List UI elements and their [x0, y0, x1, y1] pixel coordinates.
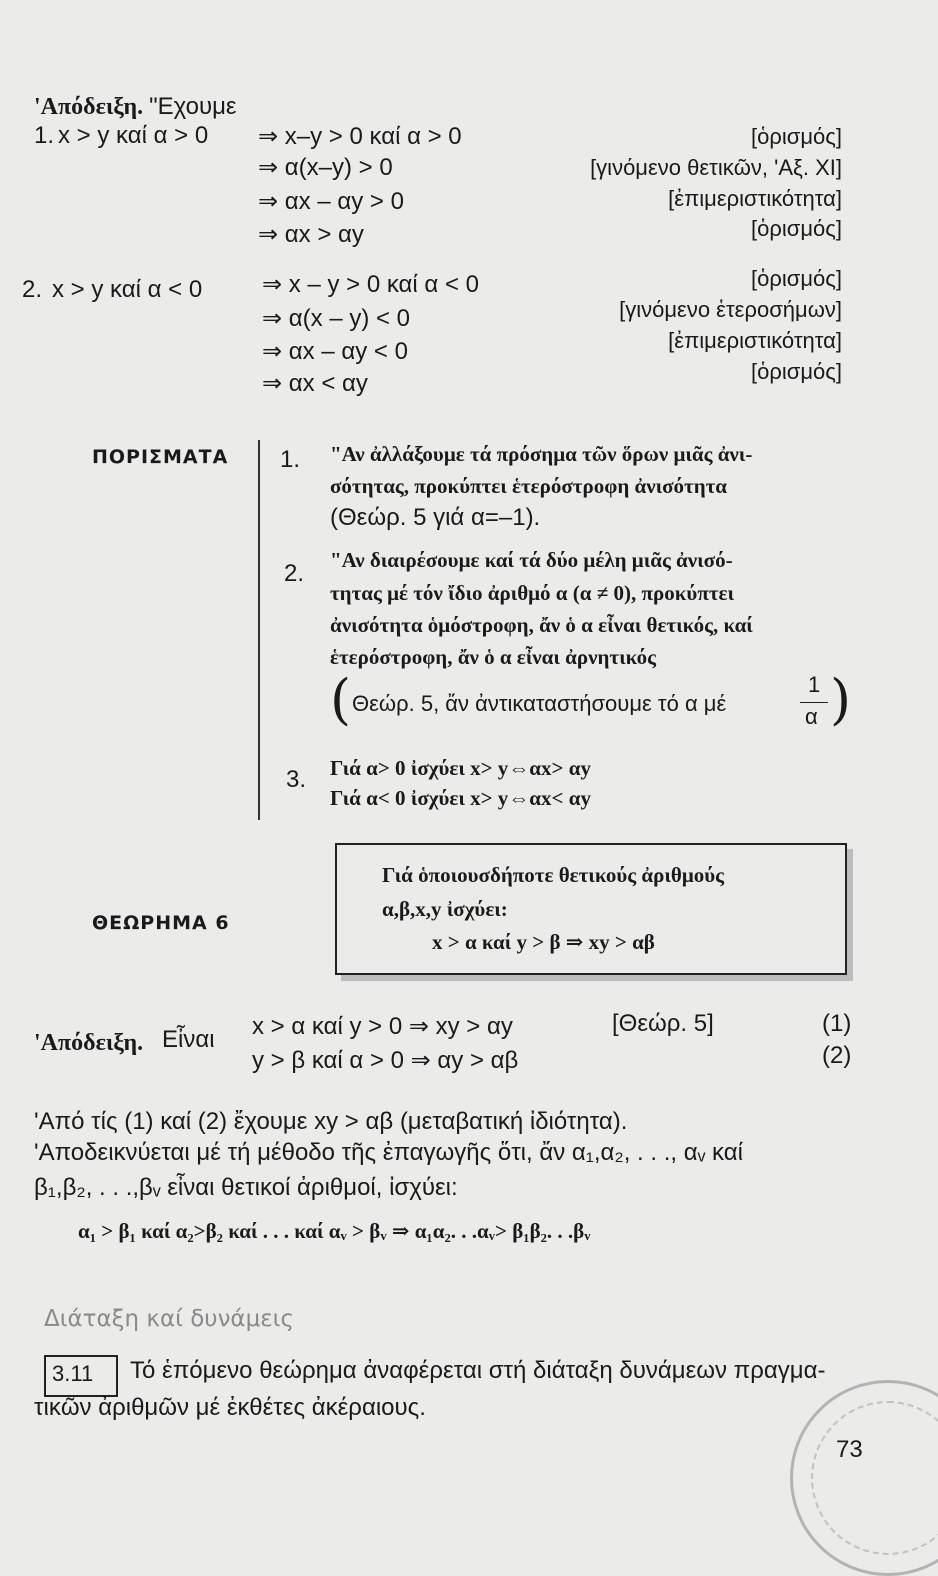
corollary-2-line1: "Αν διαιρέσουμε καί τά δύο μέλη μιᾶς ἀνισό-: [330, 548, 733, 572]
para-line3: β₁,β₂, . . .,βᵥ εἶναι θετικοί ἀριθμοί, ἰσχύει:: [34, 1174, 458, 1201]
page-number: 73: [836, 1436, 863, 1463]
case1-number: 1.: [34, 122, 55, 149]
proof-label: 'Απόδειξη. "Εχουμε: [34, 93, 237, 120]
theorem-line2: α,β,x,y ἰσχύει:: [382, 897, 508, 921]
case2-just2: [γινόμενο ἑτεροσήμων]: [619, 297, 842, 322]
left-paren: (: [330, 668, 352, 731]
case1-premise: x > y καί α > 0: [58, 122, 209, 149]
library-stamp: [790, 1380, 938, 1576]
case1-just4: [ὁρισμός]: [751, 216, 842, 241]
case2-step2: ⇒ α(x – y) < 0: [262, 305, 411, 332]
case1-just2: [γινόμενο θετικῶν, 'Αξ. XI]: [590, 155, 842, 180]
corollary-3-line1: Γιά α> 0 ἰσχύει x> y⇔αx> αy: [330, 756, 591, 780]
proof2-intro: Εἶναι: [162, 1026, 215, 1053]
induction-formula: α₁ > β₁ καί α₂>β₂ καί . . . καί αᵥ > βᵥ ⇒ α₁α₂. . .αᵥ> β₁β₂. . .βᵥ: [78, 1219, 591, 1243]
proof2-eq1-just: [Θεώρ. 5]: [612, 1010, 714, 1037]
case1-step3: ⇒ αx – αy > 0: [258, 188, 404, 215]
section-title: Διάταξη καί δυνάμεις: [44, 1306, 294, 1332]
case2-just4: [ὁρισμός]: [751, 359, 842, 384]
section-line2: τικῶν ἀριθμῶν μέ ἐκθέτες ἀκέραιους.: [34, 1394, 426, 1421]
section-number: 3.11: [52, 1361, 94, 1386]
case1-step2: ⇒ α(x–y) > 0: [258, 154, 393, 181]
corollary-2-line2: τητας μέ τόν ἴδιο ἀριθμό α (α ≠ 0), προκύπτει: [330, 581, 734, 605]
corollary-1-line1: "Αν ἀλλάξουμε τά πρόσημα τῶν ὅρων μιᾶς ἀνι-: [330, 442, 753, 466]
fraction-denominator: α: [805, 704, 818, 729]
proof2-eq2: y > β καί α > 0 ⇒ αy > αβ: [252, 1047, 519, 1074]
section-number-box: [44, 1355, 118, 1397]
proof2-eq2-num: (2): [822, 1042, 852, 1069]
fraction-bar: [800, 702, 828, 703]
corollary-1-number: 1.: [280, 446, 301, 473]
case1-step4: ⇒ αx > αy: [258, 221, 364, 248]
case1-step1: ⇒ x–y > 0 καί α > 0: [258, 123, 462, 150]
case2-step4: ⇒ αx < αy: [262, 370, 368, 397]
case2-just1: [ὁρισμός]: [751, 266, 842, 291]
case1-just3: [ἐπιμεριστικότητα]: [668, 186, 842, 211]
proof2-eq1: x > α καί y > 0 ⇒ xy > αy: [252, 1013, 513, 1040]
corollary-1-line2: σότητας, προκύπτει ἑτερόστροφη ἀνισότητα: [330, 474, 728, 498]
case2-number: 2.: [22, 276, 43, 303]
case2-step3: ⇒ αx – αy < 0: [262, 338, 408, 365]
corollary-3-number: 3.: [286, 766, 307, 793]
corollary-1-line3: (Θεώρ. 5 γιά α=–1).: [330, 504, 541, 531]
para-line1: 'Από τίς (1) καί (2) ἔχουμε xy > αβ (μεταβατική ἰδιότητα).: [34, 1108, 628, 1135]
case2-step1: ⇒ x – y > 0 καί α < 0: [262, 271, 479, 298]
case1-just1: [ὁρισμός]: [751, 124, 842, 149]
corollary-3-line2: Γιά α< 0 ἰσχύει x> y⇔αx< αy: [330, 786, 591, 810]
theorem-line3: x > α καί y > β ⇒ xy > αβ: [432, 930, 655, 954]
corollary-2-line5: Θεώρ. 5, ἄν ἀντικαταστήσουμε τό α μέ: [352, 691, 727, 716]
section-line1: Τό ἑπόμενο θεώρημα ἀναφέρεται στή διάταξη δυνάμεων πραγμα-: [130, 1357, 826, 1384]
corollaries-divider: [258, 440, 260, 820]
proof2-label: 'Απόδειξη.: [34, 1030, 144, 1056]
para-line2: 'Αποδεικνύεται μέ τή μέθοδο τῆς ἐπαγωγῆς ὅτι, ἄν α₁,α₂, . . ., αᵥ καί: [34, 1139, 743, 1166]
fraction-numerator: 1: [808, 672, 821, 697]
theorem-heading: ΘΕΩΡΗΜΑ 6: [92, 912, 230, 934]
case2-just3: [ἐπιμεριστικότητα]: [668, 328, 842, 353]
corollary-2-line4: ἑτερόστροφη, ἄν ὁ α εἶναι ἀρνητικός: [330, 645, 657, 669]
corollary-2-number: 2.: [284, 560, 305, 587]
corollary-2-line3: ἀνισότητα ὁμόστροφη, ἄν ὁ α εἶναι θετικός, καί: [330, 613, 753, 637]
theorem-line1: Γιά ὁποιουσδήποτε θετικούς ἀριθμούς: [382, 863, 724, 887]
right-paren: ): [830, 668, 852, 731]
proof2-eq1-num: (1): [822, 1010, 852, 1037]
case2-premise: x > y καί α < 0: [52, 276, 203, 303]
corollaries-heading: ΠΟΡΙΣΜΑΤΑ: [92, 446, 229, 468]
